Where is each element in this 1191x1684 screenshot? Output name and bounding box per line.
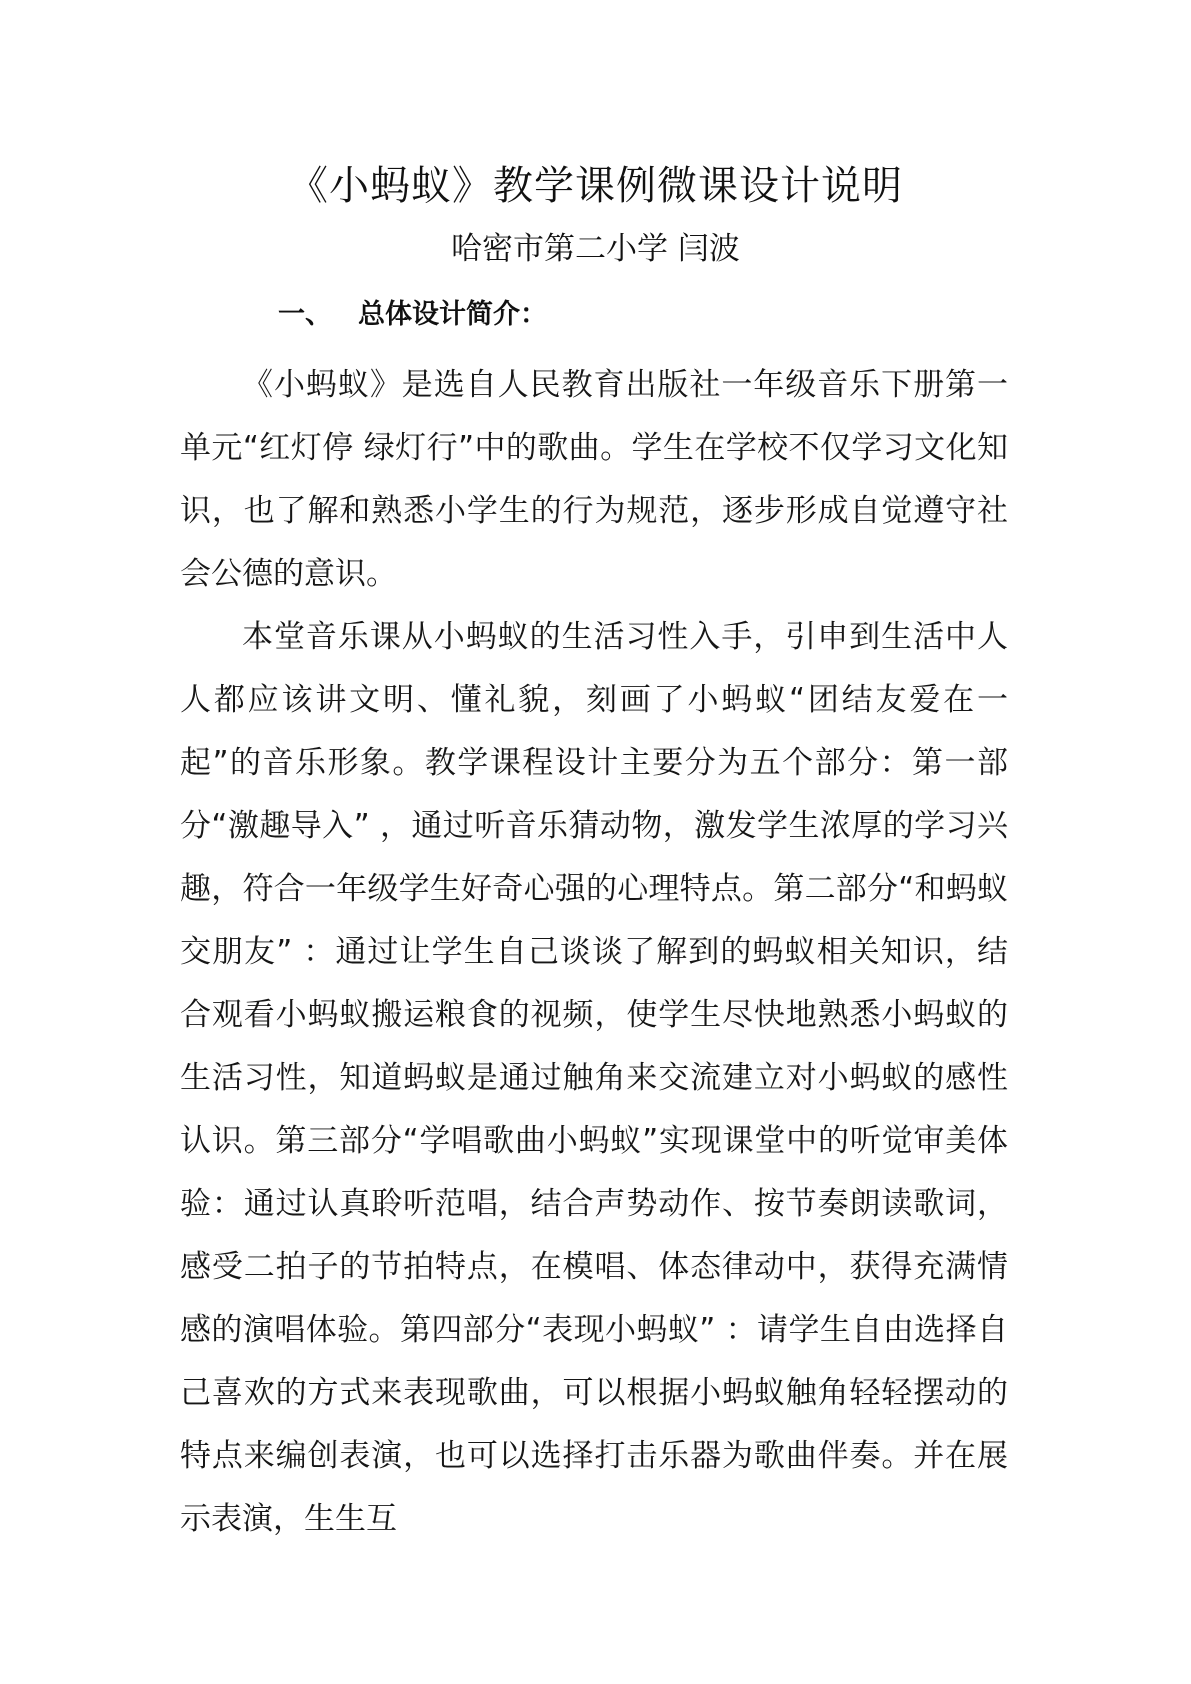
body-text xyxy=(180,354,1008,1551)
document-title: 《小蚂蚁》教学课例微课设计说明 xyxy=(288,163,903,209)
paragraph: 本堂音乐课从小蚂蚁的生活习性入手，引申到生活中人人都应该讲文明、懂礼貌，刻画了小蚂蚁“团结友爱在一起”的音乐形象。教学课程设计主要分为五个部分：第一部分“激趣导入” ，通过听音乐猜动物，激发学生浓厚的学习兴趣，符合一年级学生好奇心强的心理特点。第二部分“和蚂蚁交朋友” ：通过让学生自己谈谈了解到的蚂蚁相关知识，结合观看小蚂蚁搬运粮食的视频，使学生尽快地熟悉小蚂蚁的生活习性，知道蚂蚁是通过触角来交流建立对小蚂蚁的感性认识。第三部分“学唱歌曲小蚂蚁”实现课堂中的听觉审美体验：通过认真聆听范唱，结合声势动作、按节奏朗读歌词，感受二拍子的节拍特点，在模唱、体态律动中，获得充满情感的演唱体验。第四部分“表现小蚂蚁” ：请学生自由选择自己喜欢的方式来表现歌曲，可以根据小蚂蚁触角轻轻摆动的特点来编创表演，也可以选择打击乐器为歌曲伴奏。并在展示表演，生生互 xyxy=(180,619,1008,1537)
author-line: 哈密市第二小学 闫波 xyxy=(451,231,740,267)
section-heading xyxy=(278,295,547,335)
section-number: 一、 xyxy=(278,299,332,330)
section-title: 总体设计简介： xyxy=(358,299,547,330)
paragraph: 《小蚂蚁》是选自人民教育出版社一年级音乐下册第一单元“红灯停 绿灯行”中的歌曲。学生在学校不仅学习文化知识，也了解和熟悉小学生的行为规范，逐步形成自觉遵守社会公德的意识。 xyxy=(180,367,1008,592)
